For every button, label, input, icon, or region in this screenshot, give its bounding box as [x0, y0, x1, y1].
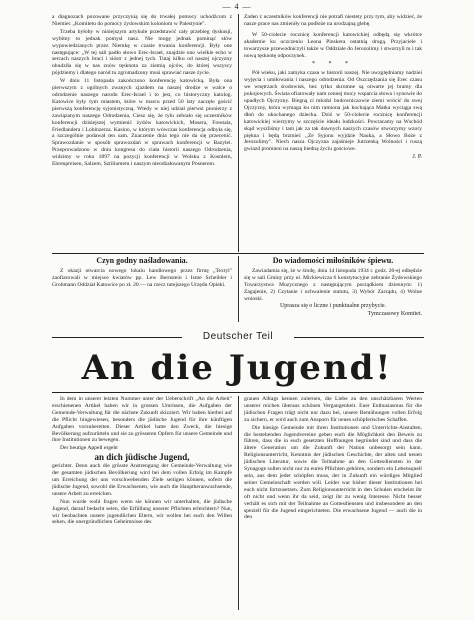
notice-title: Do wiadomości miłośników śpiewu. [272, 256, 394, 265]
article-paragraph: W 50-ciolecie rocznicę konferencji katowickiej odbędą się wkrótce akademie ku uczczeniu Leona Pinskera ostatnią drogą. Przyjaciele i towarzysze przewodniczyli także w Oddziale do Jerozolimy i stworzyli tu i tak nową tęsknotę odpoczynek. [244, 31, 422, 59]
column-divider [238, 256, 239, 322]
section-label: Deutscher Teil [202, 331, 274, 342]
notice-note: Uprasza się o liczne i punktualne przybycie. [279, 303, 387, 310]
article-paragraph: grauen Alltags kennen zulernen, die Liebe zu den unschätzbaren Werten unserer reichen überaus schönen Vergangenheit. Euer Enthusiasmus für die jüdischen Fragen trägt nicht nur dazu bei, unsere Bemühungen vollen Erfolg zu sichern, er wird auch zum Ansporn für neues schöpferisches Schaffen. [244, 396, 422, 423]
article-paragraph: W dniu 11 listopada zakończono konferencję katowicką. Była ona pierwszym z ogólnych zwanych zjazdem na naszej drodze w walce o odrodzenie naszego narodu Erec-Israel i to jest, co historyczny katolog. Katowice były tym miastem, które w marcu przed 50 laty zaczęło gościć pierwszą konferencję syjonistyczną. Wtedy w niej udział pierwsi pionierzy z zawiązanym naszego Odrodzenia, Ciesz się, że tylu zebrało się uczestników konferencji dzisiejszej wymienić żydów katowickich, Mosera, Freutala, Friedlandera i Lobinzerza. Kasino, w którym wówczas konferencja odbyła się, a szczególnie podawał ten sam. Znaczenie dnia tego nie da się przecenić. Sprawozdanie w sposób sprawozdań w sprawach konferencji w Bazylei. Przeprowadzono w dniu kongresu do ciała historii naszego Odrodzenia, widzimy w roku 1897 na pozycji konferencji w Wolsku z Kosnlern, Ehrenpreisen, Salzem, Sztiliumem i naszym nieodżałowanym Posnerem. [52, 78, 232, 168]
section-rule [52, 253, 424, 254]
notice-body: Zawiadamia się, że w środę, dnia 14 listopada 1934 r. godz. 20-ej odbędzie się w sali Gminy przy ul. Mickiewicza 6 konstytucyjne zebranie Żydowskiego Towarzystwa Muzycznego z następującym porządkiem dziennym: 1) Zagajenie, 2) Czytanie i uchwalenie statutu, 3) Wybór Zarządu, 4) Wolne wnioski. [244, 267, 422, 302]
article-paragraph: In dem in unserer letzten Nummer unter der Ueberschrift „An die Arbeit" erschienenen Artikel haben wir in grossen Umrissen, die Aufgaben der Gemeinde-Verwaltung für die nächste Zukunft skizziert. Wir haben hierbei auf die Pflicht hingewiesen, besonders die jüdische Jugend für ihre künftigen Aufgaben vorzubereiten. Dieser Artikel hatte den Zweck, die hiesige Bevölkerung aufzurütteln und sie zu grösseren Opfern für unsere Gemeinde und ihre Institutionen zu bewegen. [52, 396, 232, 444]
section-band [52, 331, 424, 345]
notice-box-left [52, 256, 232, 318]
top-right-column [244, 14, 422, 252]
notice-box-right [244, 256, 422, 326]
article-paragraph: a diagnozach pozowane przyczynią się do trwałej pomocy uchodźcom z Niemiec „Komitetu do pomocy żydowskim koloniom w Palestynie". [52, 14, 232, 27]
article-paragraph: Nun wurde wohl fragen wenn sie können wir unterhalten, die jüdische Jugend, darauf bedacht seien, die Erfüllung unserer Pflichten erleichtern? Nun, wir beobachten unsere jugendlichen Eltern, wir wollen bei euch den Willen sehen, die unergründlichen Geheimnisse des [52, 498, 232, 526]
section-stars: * * * [312, 61, 354, 68]
notice-signature: Tymczasowy Komitet. [367, 311, 422, 318]
headline-rule [52, 392, 424, 393]
headline: An die Jugend! [81, 348, 393, 388]
article-paragraph: Die hiesige Gemeinde mit ihren Institutionen und Unterrichts-Anstalten, die bestehenden Jugendvereine geben euch die Möglichkeit den Beweis zu führen, dass die in euch gesetzten Hoffnungen begründet sind und dass die ältere Generation um die Zukunft der Nation unbesorgt sein kann. Religionsunterricht, Kenntnis der jüdischen Geschichte, der alten und neuen jüdischen Literatur, sowie die Teilnahme an den Gottesdiensten in der Synagoge sollen nicht nur zu euren Pflichten gehören, sondern ein Lebensquell sein, aus dem jeder schöpfen muss, der in Zukunft ein würdiges Mitglied seiner Gemeinschaft werden will. Leider war bisher dieser Institutionen bei euch nicht fortzusetzen. Zum Religionsunterricht in den Schulen erscheint ihr oft nicht und wenn ihr da seid, zeigt ihr zu wenig Interesse. Nicht besser verhält es sich mit der Teilnahme an Gottesdiensten und insbesondere an den speziell für die Jugend eingerichteten. Die erwachsene Jugend — auch die in den [244, 424, 422, 521]
article-paragraph: Trzeba byłoby w niniejszym artykule przedstawić cały przebieg dyskusji, wybitny to jednak pomysł nasz. Nie mogę jednak pominąć słów wypowiedzianych przez Niemkę w czasie trwania konferencji. Były one następujące: „W tej sali padło słowo Erec-Israel, znajdzie ono wielkie echo w sercach naszych braci i sióstr z jednej tych. Tutaj kilku od naszej ojczyzny obudziła się w nas znów tęsknota za ziemią ojców, do której wszyscy pójdziemy i dlatego naród tu zgromadzony musi sprawiać nasze życie. [52, 28, 232, 77]
german-left-column [52, 396, 232, 610]
column-divider [238, 14, 239, 252]
column-divider [238, 396, 239, 610]
german-right-column [244, 396, 422, 610]
emphasis-line: an dich jüdische Jugend, [94, 452, 190, 463]
page-number: — 4 — [222, 2, 252, 11]
top-left-column [52, 14, 232, 246]
article-paragraph: Der heutige Appell ergeht [60, 445, 118, 452]
band-line-right [294, 337, 424, 338]
notice-title: Czyn godny naśladowania. [96, 256, 188, 265]
signature: J. P. [412, 154, 422, 161]
article-paragraph: Żaden z uczestników konferencji nie potrafi niestety przy tym, aby widzieć, że nasze prace nas zmieniły na podłoże na urodzajną glebę. [244, 14, 422, 27]
article-paragraph: Pół wieku, jaki zamyka czasu w historii naszej. Nie uwzględniamy nadziei wyjęcia i umiłowania i naszego odrodzenia. Od Oszczędzania się Erec czasu we wnętrzach środowisk, bez tylko skromne są otwarte jej bramy dla pokojowych. Świata ofiarowały nam cennej mocy wsparcia słowa i synowie do upadłych Ojczyzny. Biegną ci młodzi budowniczowie ziemi wrócić do swej Ojczyzny, która wymaga ku nim ramiona jak kochająca Matka wyciąga swą dłoń do ukochanego dziecka. Dziś w 50-ciolecie rocznicę konferencji katowickiej wierzymy w szczęście ideału ludzkości. Powracamy na Wschód skąd wyszliśmy i tam jak za tak dawnych naszych czasów stworzymy wzory piękna i będą brzmieć ,,Ze Syjonu wyjdzie Nauka, a Słowo Boże z Jerozolimy". Niech nasza Ojczyzna zajaśnieje Jutrzenką Wolności i ruszą gwiazd promieni na naszą biedną życiu gościowe. [244, 70, 422, 153]
article-paragraph: gerichtet. Denn auch die grösste Anstrengung der Gemeinde-Verwaltung wie der gesamten jüdischen Bevölkerung wird bei dem vollen Erfolg im Kampfe um Erreichung der uns vorschwebenden Ziele seitigen können, sofern die jüdische Jugend, sowohl die Erwachsenen, wie auch die Hauptheranwachsende, unsere Arbeit zu erreichen. [52, 463, 232, 497]
notice-body: Z okazji otwarcia nowego lokalu handlowego przez firmę „Textyl" zaofiarowali w miejsce kwiatów pp. Lew Bernstein i Isme Scheibler i Grohmann Oddział Katowice po zł. 20.— na rzecz tutejszego Urzędu Opieki. [52, 267, 232, 288]
